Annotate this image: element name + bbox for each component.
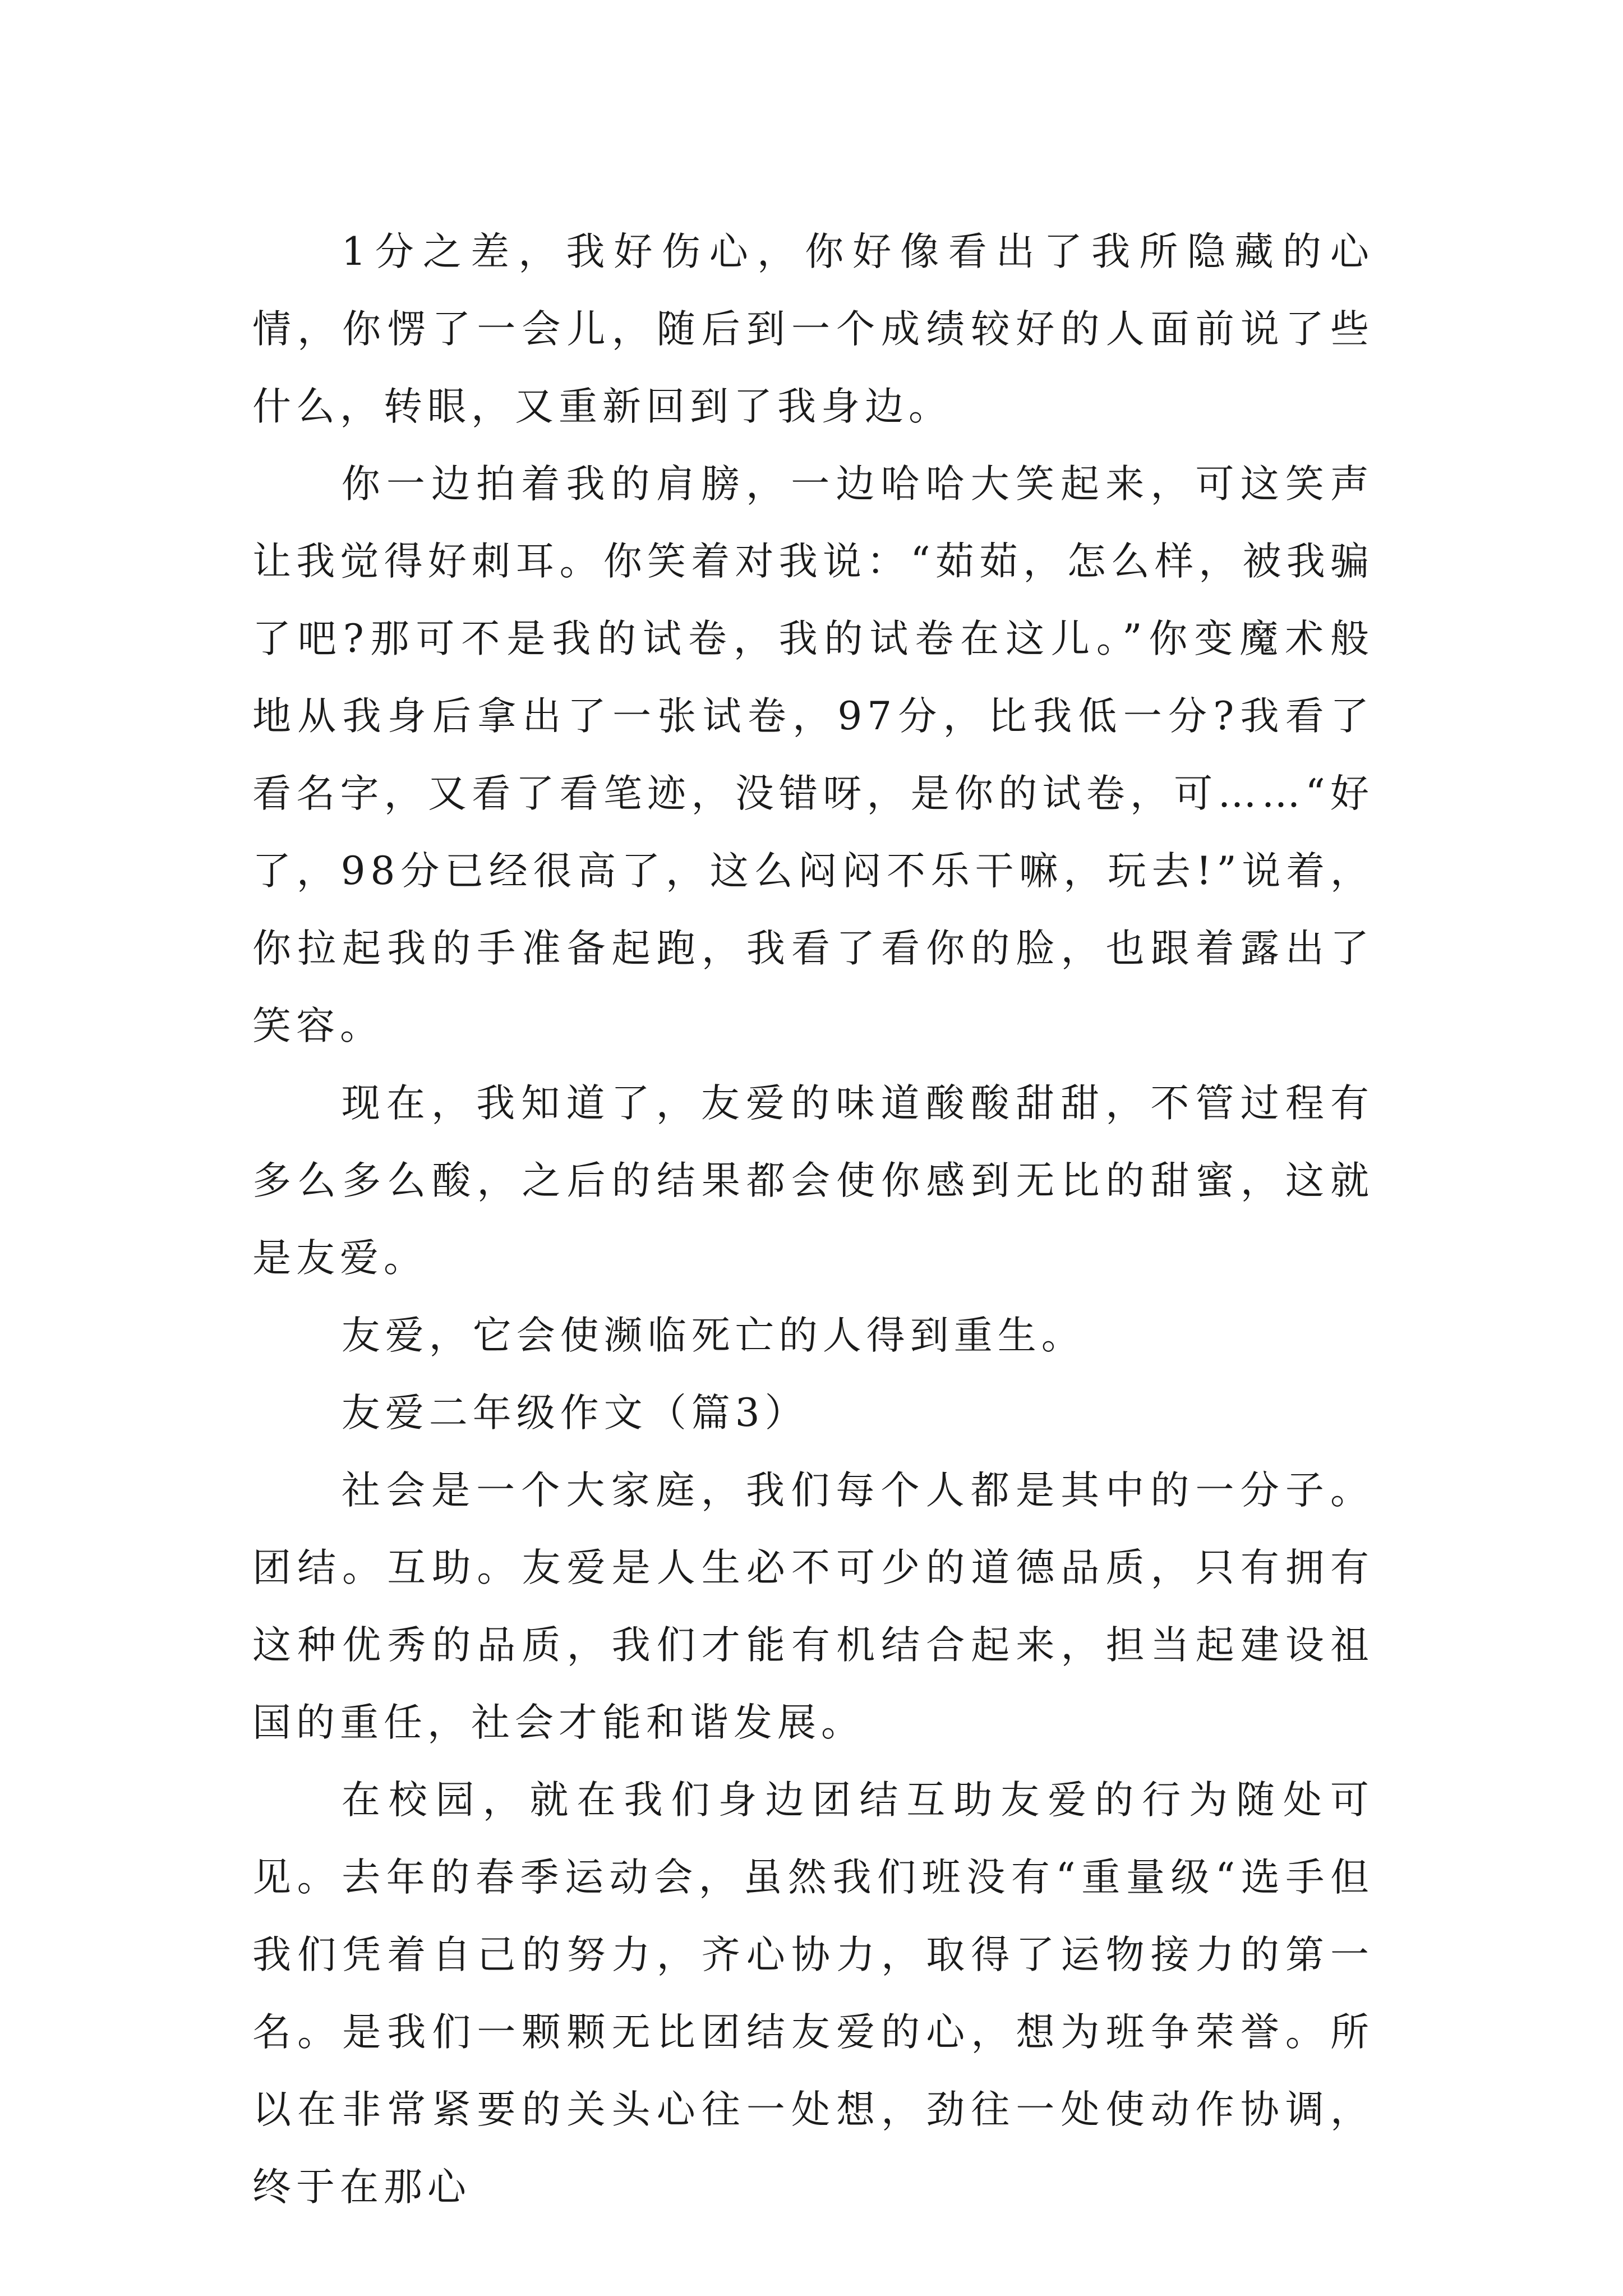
paragraph: 社会是一个大家庭，我们每个人都是其中的一分子。团结。互助。友爱是人生必不可少的道德品质，只有拥有这种优秀的品质，我们才能有机结合起来，担当起建设祖国的重任，社会才能和谐发展。 — [252, 1468, 1374, 1745]
paragraph: 你一边拍着我的肩膀，一边哈哈大笑起来，可这笑声让我觉得好刺耳。你笑着对我说：“茹茹，怎么样，被我骗了吧?那可不是我的试卷，我的试卷在这儿。”你变魔术般地从我身后拿出了一张试卷，97分，比我低一分?我看了看名字，又看了看笔迹，没错呀，是你的试卷，可……“好了，98分已经很高了，这么闷闷不乐干嘛，玩去!”说着，你拉起我的手准备起跑，我看了看你的脸，也跟着露出了笑容。 — [252, 462, 1374, 1048]
section-heading: 友爱二年级作文（篇3） — [341, 1391, 809, 1435]
paragraph: 1分之差，我好伤心，你好像看出了我所隐藏的心情，你愣了一会儿，随后到一个成绩较好的人面前说了些什么，转眼，又重新回到了我身边。 — [252, 229, 1374, 429]
paragraph: 现在，我知道了，友爱的味道酸酸甜甜，不管过程有多么多么酸，之后的结果都会使你感到无比的甜蜜，这就是友爱。 — [252, 1081, 1374, 1281]
paragraph: 在校园，就在我们身边团结互助友爱的行为随处可见。去年的春季运动会，虽然我们班没有“重量级“选手但我们凭着自己的努力，齐心协力，取得了运物接力的第一名。是我们一颗颗无比团结友爱的心，想为班争荣誉。所以在非常紧要的关头心往一处想，劲往一处使动作协调，终于在那心 — [252, 1778, 1374, 2210]
paragraph: 友爱，它会使濒临死亡的人得到重生。 — [341, 1313, 1085, 1358]
document-body — [252, 213, 1374, 2226]
